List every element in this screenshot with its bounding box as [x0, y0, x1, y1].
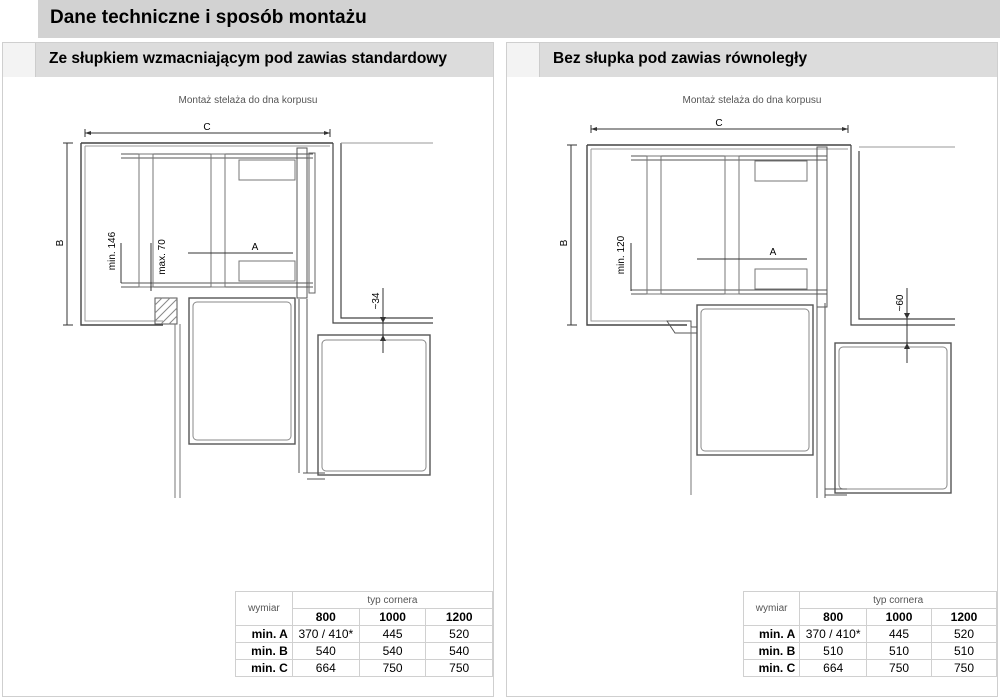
table-row: [744, 626, 997, 643]
col-header: 1000: [359, 609, 426, 626]
dim-label: wymiar: [744, 592, 800, 626]
cell: 445: [359, 626, 426, 643]
row-label: min. C: [744, 660, 800, 677]
col-header: 800: [292, 609, 359, 626]
cell: 370 / 410*: [800, 626, 867, 643]
row-label: min. B: [236, 643, 293, 660]
page-title: Dane techniczne i sposób montażu: [50, 7, 367, 28]
cell: 750: [426, 660, 493, 677]
table-row: [744, 643, 997, 660]
label-gap: ~34: [371, 292, 382, 310]
cell: 540: [359, 643, 426, 660]
label-c: C: [203, 122, 211, 133]
spec-table: [235, 591, 493, 677]
cell: 445: [867, 626, 932, 643]
type-label: typ cornera: [292, 592, 492, 609]
cell: 664: [292, 660, 359, 677]
row-label: min. A: [236, 626, 293, 643]
cell: 520: [932, 626, 997, 643]
cell: 510: [932, 643, 997, 660]
label-b: B: [55, 239, 66, 247]
cell: 664: [800, 660, 867, 677]
label-min: min. 146: [107, 231, 118, 271]
cell: 540: [292, 643, 359, 660]
header-accent: [0, 0, 38, 38]
cell: 510: [867, 643, 932, 660]
technical-drawing: [507, 43, 997, 543]
col-header: 1200: [932, 609, 997, 626]
label-gap: ~60: [895, 294, 906, 312]
row-label: min. B: [744, 643, 800, 660]
row-label: min. A: [744, 626, 800, 643]
panel-title: Bez słupka pod zawias równoległy: [553, 50, 808, 67]
spec-table: [743, 591, 997, 677]
drawing-caption: Montaż stelaża do dna korpusu: [178, 95, 318, 106]
row-label: min. C: [236, 660, 293, 677]
table-row: [236, 660, 493, 677]
label-min: min. 120: [616, 235, 627, 275]
technical-drawing: [3, 43, 493, 543]
drawing-caption: Montaż stelaża do dna korpusu: [682, 95, 822, 106]
type-label: typ cornera: [800, 592, 997, 609]
label-max: max. 70: [157, 239, 168, 275]
cell: 520: [426, 626, 493, 643]
cell: 750: [867, 660, 932, 677]
label-a: A: [251, 242, 259, 253]
label-a: A: [769, 247, 777, 258]
label-c: C: [715, 118, 723, 129]
col-header: 800: [800, 609, 867, 626]
table-row: [236, 643, 493, 660]
cell: 510: [800, 643, 867, 660]
table-row: [744, 660, 997, 677]
dim-label: wymiar: [236, 592, 293, 626]
cell: 750: [359, 660, 426, 677]
cell: 750: [932, 660, 997, 677]
panel-title: Ze słupkiem wzmacniającym pod zawias standardowy: [49, 50, 447, 67]
panel-with-post: [2, 42, 494, 697]
label-b: B: [559, 239, 570, 247]
cell: 370 / 410*: [292, 626, 359, 643]
panel-without-post: [506, 42, 998, 697]
table-row: [236, 626, 493, 643]
col-header: 1000: [867, 609, 932, 626]
col-header: 1200: [426, 609, 493, 626]
cell: 540: [426, 643, 493, 660]
main-header: [0, 0, 1000, 38]
